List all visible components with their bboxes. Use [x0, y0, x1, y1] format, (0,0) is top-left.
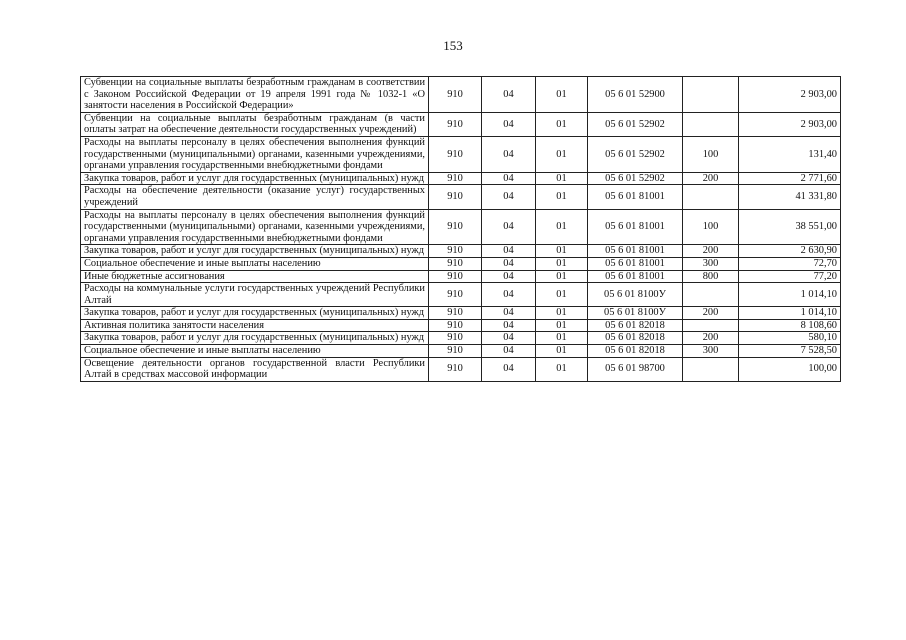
row-target-article: 05 6 01 81001 — [588, 270, 683, 283]
row-amount: 7 528,50 — [739, 345, 841, 358]
row-ministry-code: 910 — [429, 112, 482, 136]
row-description: Активная политика занятости населения — [81, 319, 429, 332]
row-amount: 38 551,00 — [739, 209, 841, 245]
row-ministry-code: 910 — [429, 209, 482, 245]
row-ministry-code: 910 — [429, 357, 482, 381]
row-section-code: 04 — [482, 185, 536, 209]
row-description: Закупка товаров, работ и услуг для государственных (муниципальных) нужд — [81, 245, 429, 258]
row-description: Социальное обеспечение и иные выплаты населению — [81, 345, 429, 358]
row-expense-type — [683, 77, 739, 113]
row-target-article: 05 6 01 8100У — [588, 283, 683, 307]
row-section-code: 04 — [482, 332, 536, 345]
row-expense-type — [683, 185, 739, 209]
row-amount: 131,40 — [739, 136, 841, 172]
row-ministry-code: 910 — [429, 307, 482, 320]
row-section-code: 04 — [482, 245, 536, 258]
row-section-code: 04 — [482, 357, 536, 381]
row-target-article: 05 6 01 81001 — [588, 185, 683, 209]
row-target-article: 05 6 01 81001 — [588, 209, 683, 245]
row-expense-type: 200 — [683, 332, 739, 345]
row-description: Закупка товаров, работ и услуг для государственных (муниципальных) нужд — [81, 307, 429, 320]
row-amount: 580,10 — [739, 332, 841, 345]
row-ministry-code: 910 — [429, 283, 482, 307]
row-section-code: 04 — [482, 172, 536, 185]
row-ministry-code: 910 — [429, 136, 482, 172]
table-row — [81, 172, 841, 185]
row-target-article: 05 6 01 81001 — [588, 257, 683, 270]
table-row — [81, 332, 841, 345]
row-section-code: 04 — [482, 345, 536, 358]
row-description: Закупка товаров, работ и услуг для государственных (муниципальных) нужд — [81, 172, 429, 185]
row-description: Иные бюджетные ассигнования — [81, 270, 429, 283]
row-ministry-code: 910 — [429, 245, 482, 258]
row-target-article: 05 6 01 52900 — [588, 77, 683, 113]
row-amount: 41 331,80 — [739, 185, 841, 209]
row-amount: 1 014,10 — [739, 307, 841, 320]
row-amount: 8 108,60 — [739, 319, 841, 332]
table-row — [81, 307, 841, 320]
row-subsection-code: 01 — [536, 185, 588, 209]
row-expense-type: 100 — [683, 136, 739, 172]
row-ministry-code: 910 — [429, 319, 482, 332]
budget-table-body — [81, 77, 841, 382]
row-subsection-code: 01 — [536, 209, 588, 245]
row-expense-type — [683, 357, 739, 381]
row-description: Закупка товаров, работ и услуг для государственных (муниципальных) нужд — [81, 332, 429, 345]
row-description: Освещение деятельности органов государственной власти Республики Алтай в средствах массовой информации — [81, 357, 429, 381]
row-section-code: 04 — [482, 319, 536, 332]
row-subsection-code: 01 — [536, 112, 588, 136]
row-expense-type — [683, 319, 739, 332]
row-ministry-code: 910 — [429, 345, 482, 358]
row-amount: 2 630,90 — [739, 245, 841, 258]
row-expense-type: 200 — [683, 307, 739, 320]
row-target-article: 05 6 01 52902 — [588, 172, 683, 185]
row-subsection-code: 01 — [536, 345, 588, 358]
table-row — [81, 136, 841, 172]
row-description: Расходы на выплаты персоналу в целях обеспечения выполнения функций государственными (муниципальными) органами, казенными учреждениями, органами управления государственными внебюджетными фондами — [81, 136, 429, 172]
row-ministry-code: 910 — [429, 257, 482, 270]
row-amount: 72,70 — [739, 257, 841, 270]
row-section-code: 04 — [482, 136, 536, 172]
row-description: Субвенции на социальные выплаты безработным гражданам (в части оплаты затрат на обеспечение деятельности государственных учреждений) — [81, 112, 429, 136]
row-section-code: 04 — [482, 257, 536, 270]
row-expense-type: 200 — [683, 245, 739, 258]
row-amount: 2 771,60 — [739, 172, 841, 185]
table-row — [81, 209, 841, 245]
row-subsection-code: 01 — [536, 270, 588, 283]
row-section-code: 04 — [482, 112, 536, 136]
row-target-article: 05 6 01 8100У — [588, 307, 683, 320]
row-subsection-code: 01 — [536, 77, 588, 113]
budget-table — [80, 76, 841, 382]
table-row — [81, 283, 841, 307]
table-row — [81, 112, 841, 136]
row-amount: 77,20 — [739, 270, 841, 283]
row-target-article: 05 6 01 82018 — [588, 345, 683, 358]
row-section-code: 04 — [482, 209, 536, 245]
table-row — [81, 245, 841, 258]
table-row — [81, 319, 841, 332]
row-subsection-code: 01 — [536, 283, 588, 307]
row-subsection-code: 01 — [536, 307, 588, 320]
page-number: 153 — [443, 38, 463, 53]
row-section-code: 04 — [482, 77, 536, 113]
row-expense-type — [683, 283, 739, 307]
row-description: Социальное обеспечение и иные выплаты населению — [81, 257, 429, 270]
row-ministry-code: 910 — [429, 185, 482, 209]
row-description: Расходы на коммунальные услуги государственных учреждений Республики Алтай — [81, 283, 429, 307]
row-description: Расходы на выплаты персоналу в целях обеспечения выполнения функций государственными (муниципальными) органами, казенными учреждениями, органами управления государственными внебюджетными фондами — [81, 209, 429, 245]
row-ministry-code: 910 — [429, 77, 482, 113]
row-amount: 2 903,00 — [739, 77, 841, 113]
row-subsection-code: 01 — [536, 245, 588, 258]
row-target-article: 05 6 01 82018 — [588, 319, 683, 332]
row-expense-type: 800 — [683, 270, 739, 283]
row-description: Расходы на обеспечение деятельности (оказание услуг) государственных учреждений — [81, 185, 429, 209]
row-amount: 2 903,00 — [739, 112, 841, 136]
row-ministry-code: 910 — [429, 172, 482, 185]
row-ministry-code: 910 — [429, 332, 482, 345]
table-row — [81, 77, 841, 113]
row-section-code: 04 — [482, 270, 536, 283]
row-target-article: 05 6 01 52902 — [588, 112, 683, 136]
row-subsection-code: 01 — [536, 332, 588, 345]
table-row — [81, 185, 841, 209]
row-expense-type: 200 — [683, 172, 739, 185]
row-target-article: 05 6 01 81001 — [588, 245, 683, 258]
row-expense-type: 300 — [683, 345, 739, 358]
table-row — [81, 345, 841, 358]
row-target-article: 05 6 01 52902 — [588, 136, 683, 172]
row-subsection-code: 01 — [536, 172, 588, 185]
row-description: Субвенции на социальные выплаты безработным гражданам в соответствии с Законом Российской Федерации от 19 апреля 1991 года № 1032-1 «О занятости населения в Российской Федерации» — [81, 77, 429, 113]
table-row — [81, 257, 841, 270]
row-expense-type — [683, 112, 739, 136]
row-section-code: 04 — [482, 307, 536, 320]
row-subsection-code: 01 — [536, 257, 588, 270]
row-expense-type: 300 — [683, 257, 739, 270]
row-target-article: 05 6 01 82018 — [588, 332, 683, 345]
row-subsection-code: 01 — [536, 357, 588, 381]
row-subsection-code: 01 — [536, 319, 588, 332]
table-row — [81, 357, 841, 381]
row-section-code: 04 — [482, 283, 536, 307]
table-row — [81, 270, 841, 283]
row-amount: 100,00 — [739, 357, 841, 381]
row-ministry-code: 910 — [429, 270, 482, 283]
row-target-article: 05 6 01 98700 — [588, 357, 683, 381]
row-expense-type: 100 — [683, 209, 739, 245]
row-subsection-code: 01 — [536, 136, 588, 172]
row-amount: 1 014,10 — [739, 283, 841, 307]
